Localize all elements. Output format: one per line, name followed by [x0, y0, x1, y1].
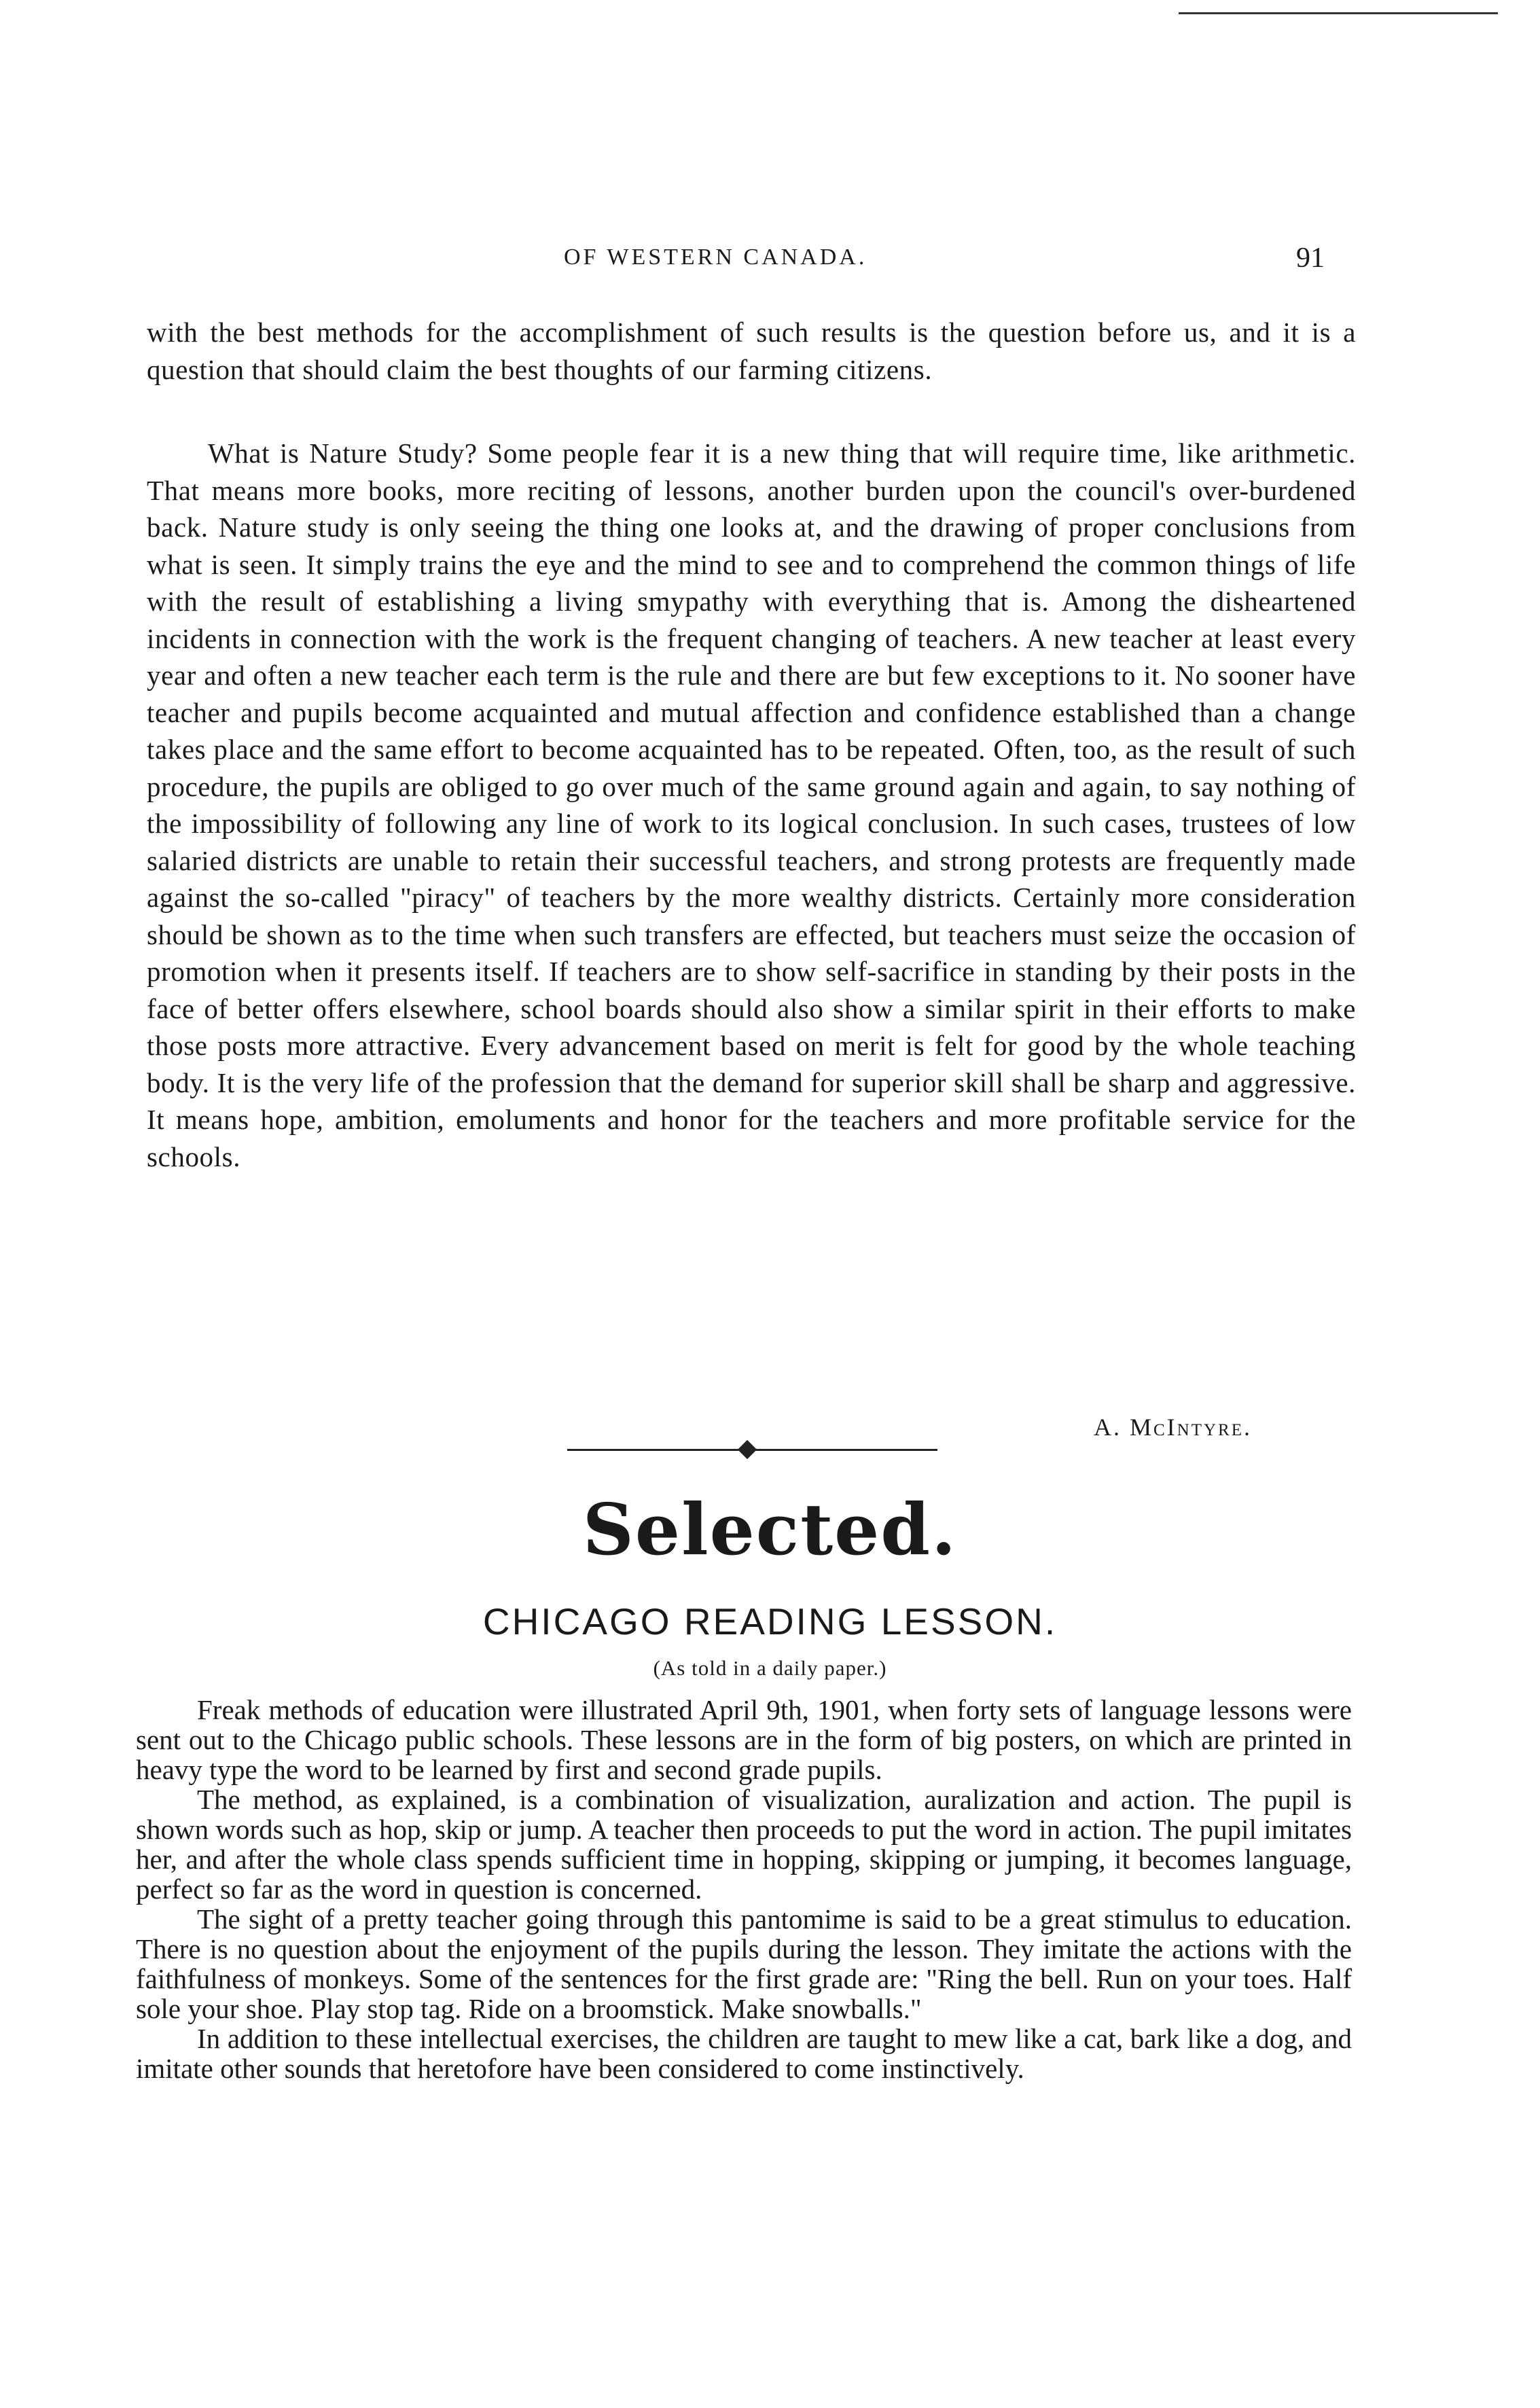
- section-divider-ornament: [567, 1441, 937, 1458]
- running-title: OF WESTERN CANADA.: [564, 245, 867, 270]
- top-edge-rule: [1179, 12, 1498, 14]
- paragraph: with the best methods for the accomplishment of such results is the question before us, and it is a question that should claim the best thoughts of our farming citizens.: [147, 317, 1356, 385]
- paragraph: What is Nature Study? Some people fear it is a new thing that will require time, like arithmetic. That means more books, more reciting of lessons, another burden upon the council's over-burdened back. Nature study is only seeing the thing one looks at, and the drawing of proper conclusions from what is seen. It simply trains the eye and the mind to see and to comprehend the common things of life with the result of establishing a living smypathy with everything that is. Among the disheartened incidents in connection with the work is the frequent changing of teachers. A new teacher at least every year and often a new teacher each term is the rule and there are but few exceptions to it. No sooner have teacher and pupils become acquainted and mutual affection and confidence established than a change takes place and the same effort to become acquainted has to be repeated. Often, too, as the result of such procedure, the pupils are obliged to go over much of the same ground again and again, to say nothing of the impossibility of following any line of work to its logical conclusion. In such cases, trustees of low salaried districts are unable to retain their successful teachers, and strong protests are frequently made against the so-called "piracy" of teachers by the more wealthy districts. Certainly more consideration should be shown as to the time when such transfers are effected, but teachers must seize the occasion of promotion when it presents itself. If teachers are to show self-sacrifice in standing by their posts in the face of better offers elsewhere, school boards should also show a similar spirit in their efforts to make those posts more attractive. Every advancement based on merit is felt for good by the whole teaching body. It is the very life of the profession that the demand for superior skill shall be sharp and aggressive. It means hope, ambition, emoluments and honor for the teachers and more profitable service for the schools.: [147, 437, 1356, 1172]
- running-header: [0, 242, 1540, 285]
- article-subtitle: (As told in a daily paper.): [653, 1656, 887, 1680]
- article-paragraph: The method, as explained, is a combination of visualization, auralization and action. The pupil is shown words such as hop, skip or jump. A teacher then proceeds to put the word in action. The pupil imitates her, and after the whole class spends sufficient time in hopping, skipping or jumping, it becomes language, perfect so far as the word in question is concerned.: [136, 1784, 1352, 1905]
- section-heading: Selected.: [582, 1488, 958, 1571]
- article-paragraph: In addition to these intellectual exercises, the children are taught to mew like a cat, bark like a dog, and imitate other sounds that heretofore have been considered to come instinctively.: [136, 2023, 1352, 2084]
- diamond-ornament-icon: [738, 1440, 757, 1459]
- page-number: 91: [1296, 242, 1325, 274]
- article-paragraph: Freak methods of education were illustrated April 9th, 1901, when forty sets of language lessons were sent out to the Chicago public schools. These lessons are in the form of big posters, on which are printed in heavy type the word to be learned by first and second grade pupils.: [136, 1694, 1352, 1785]
- author-signature: A. McIntyre.: [1094, 1414, 1252, 1441]
- continued-article-paragraph-2: [147, 435, 1356, 1175]
- continued-article-paragraph-1: [147, 314, 1356, 388]
- article-paragraph: The sight of a pretty teacher going through this pantomime is said to be a great stimulus to education. There is no question about the enjoyment of the pupils during the lesson. They imitate the actions with the faithfulness of monkeys. Some of the sentences for the first grade are: "Ring the bell. Run on your toes. Half sole your shoe. Play stop tag. Ride on a broomstick. Make snowballs.": [136, 1903, 1352, 2024]
- article-body: [136, 1695, 1352, 2083]
- article-title: CHICAGO READING LESSON.: [482, 1600, 1058, 1642]
